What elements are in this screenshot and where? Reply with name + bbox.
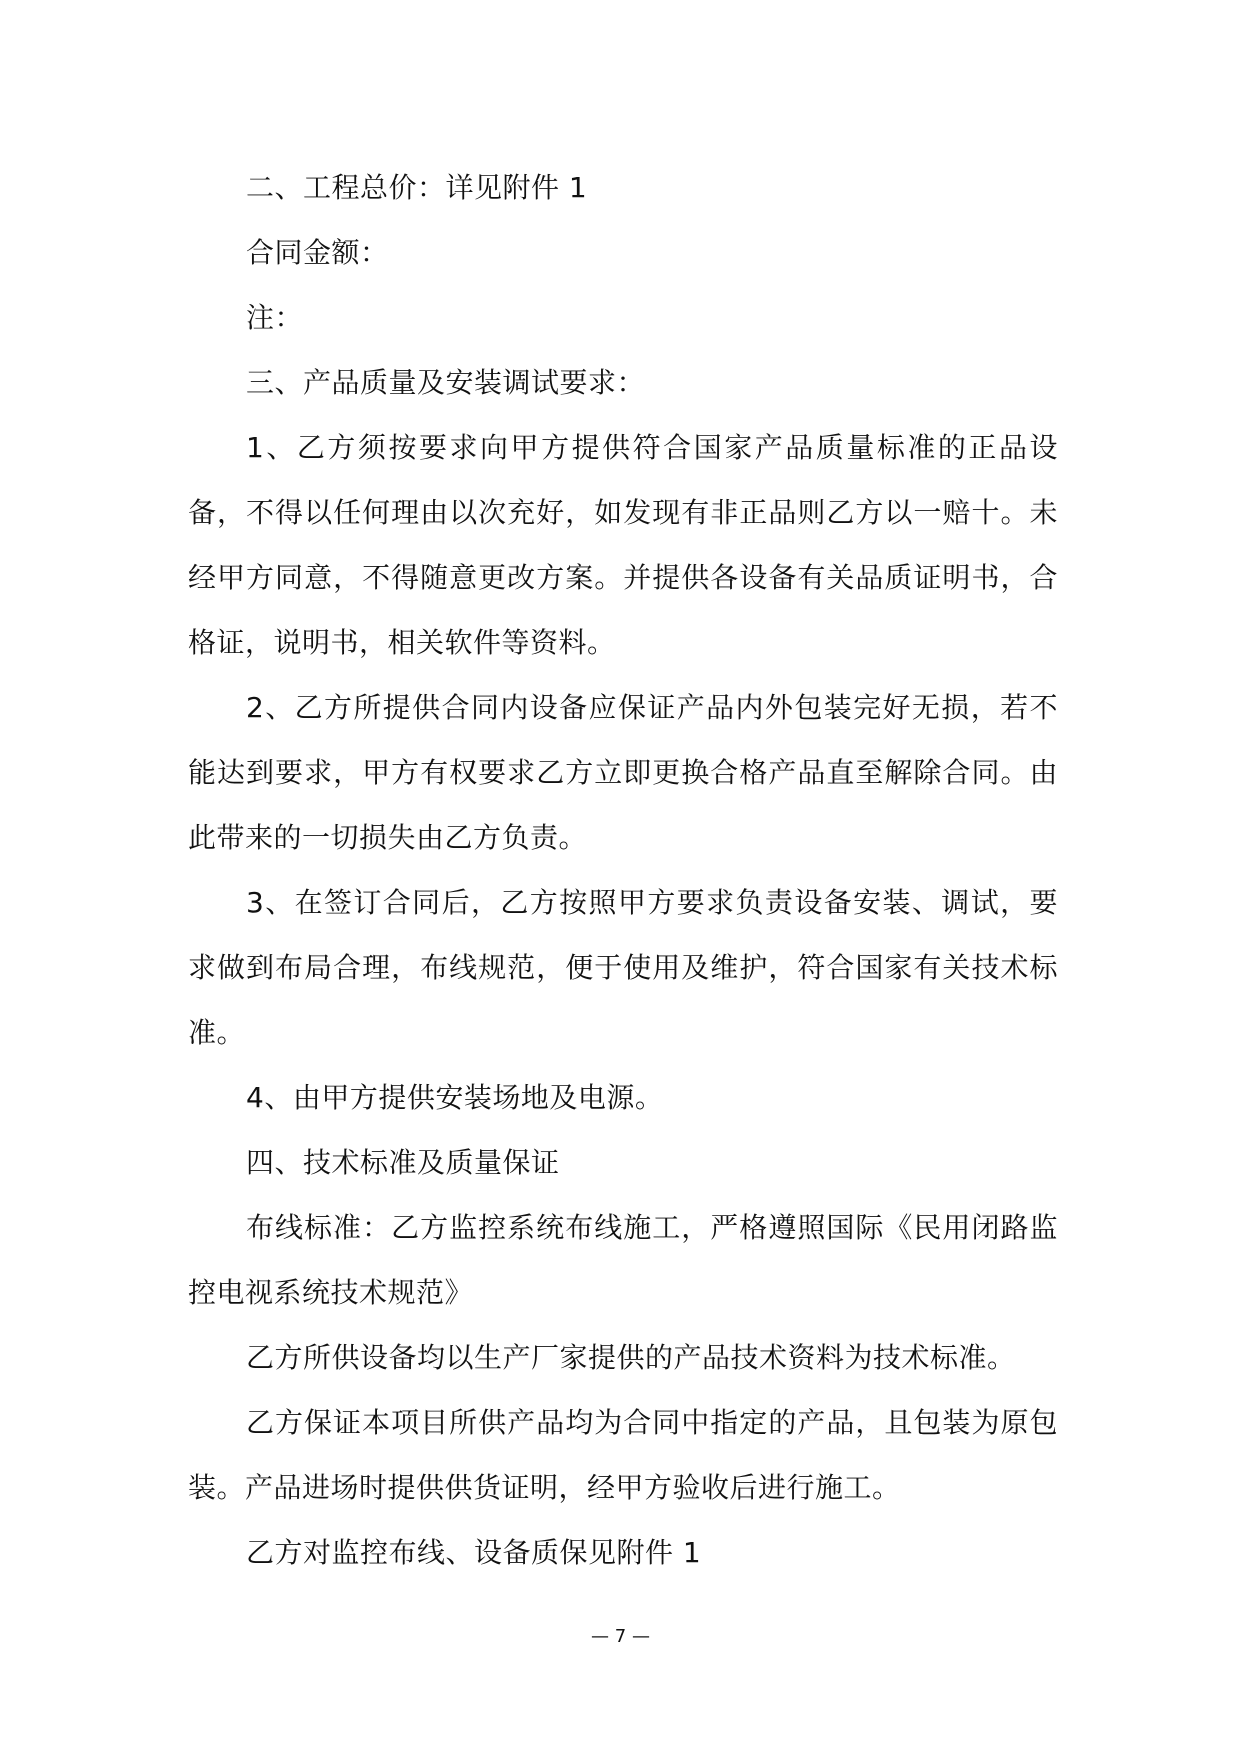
paragraph-wiring-standard: 布线标准：乙方监控系统布线施工，严格遵照国际《民用闭路监控电视系统技术规范》 [188, 1211, 1058, 1309]
paragraph-clause-2: 2、乙方所提供合同内设备应保证产品内外包装完好无损，若不能达到要求，甲方有权要求乙方立即更换合格产品直至解除合同。由此带来的一切损失由乙方负责。 [188, 691, 1058, 854]
paragraph-total-price: 二、工程总价：详见附件 1 [246, 171, 588, 204]
paragraph-note: 注： [246, 301, 304, 334]
paragraph-contract-amount: 合同金额： [246, 236, 389, 269]
paragraph-clause-3: 3、在签订合同后，乙方按照甲方要求负责设备安装、调试，要求做到布局合理，布线规范，便于使用及维护，符合国家有关技术标准。 [188, 886, 1058, 1049]
paragraph-warranty: 乙方对监控布线、设备质保见附件 1 [246, 1536, 702, 1569]
page-number: — 7 — [591, 1626, 650, 1647]
paragraph-product-guarantee: 乙方保证本项目所供产品均为合同中指定的产品，且包装为原包装。产品进场时提供供货证明，经甲方验收后进行施工。 [188, 1406, 1058, 1504]
document-body [188, 155, 1058, 1585]
paragraph-equipment-standard: 乙方所供设备均以生产厂家提供的产品技术资料为技术标准。 [246, 1341, 1016, 1374]
paragraph-clause-1: 1、乙方须按要求向甲方提供符合国家产品质量标准的正品设备，不得以任何理由以次充好，如发现有非正品则乙方以一赔十。未经甲方同意，不得随意更改方案。并提供各设备有关品质证明书，合格证，说明书，相关软件等资料。 [188, 431, 1058, 659]
paragraph-section-three-heading: 三、产品质量及安装调试要求： [246, 366, 646, 399]
paragraph-section-four-heading: 四、技术标准及质量保证 [246, 1146, 560, 1179]
paragraph-clause-4: 4、由甲方提供安装场地及电源。 [246, 1081, 664, 1114]
